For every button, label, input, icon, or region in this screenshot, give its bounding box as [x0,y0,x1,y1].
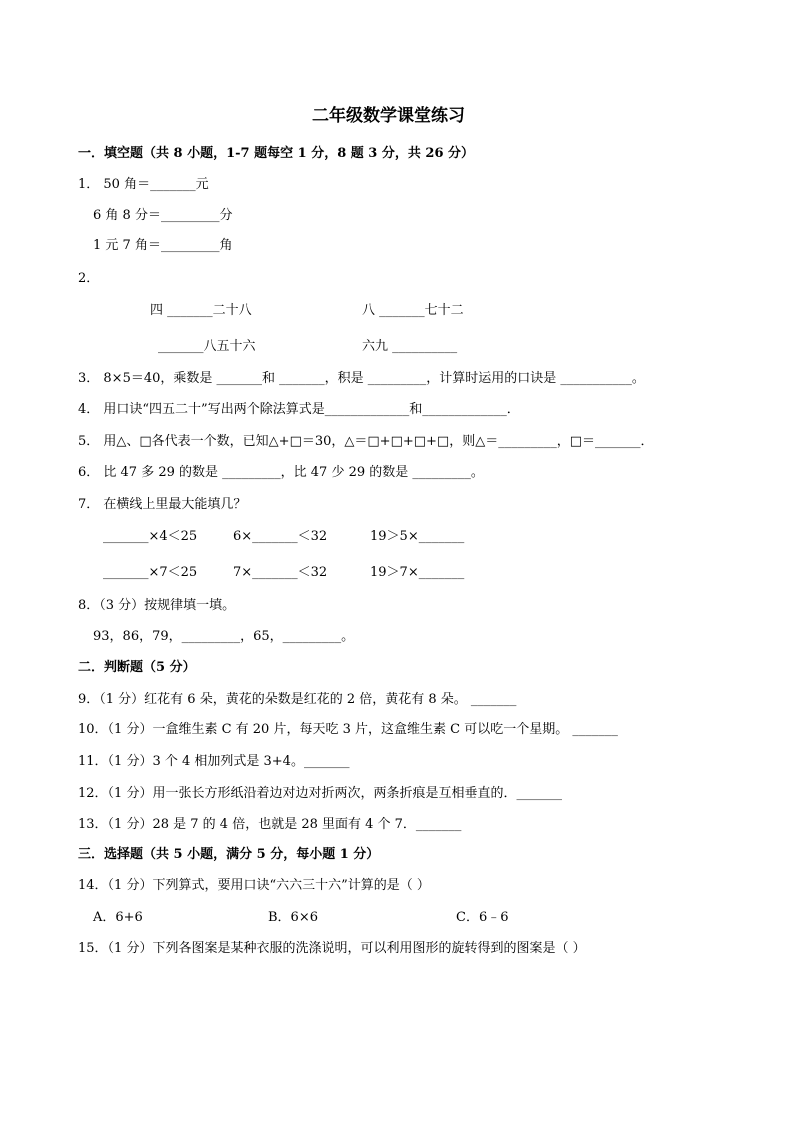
section-2-heading: 二．判断题（5 分） [78,660,196,675]
q2-item-b: 八 _______七十二 [362,303,464,318]
q14-option-b: B．6×6 [268,910,318,925]
page-title: 二年级数学课堂练习 [312,106,465,126]
section-1-heading: 一．填空题（共 8 小题，1-7 题每空 1 分，8 题 3 分，共 26 分） [78,146,475,161]
q1-line-c: 1 元 7 角＝_________角 [93,238,233,253]
q1-line-a: 1． 50 角＝_______元 [78,177,209,192]
q8-stem: 8．（3 分）按规律填一填。 [78,598,236,613]
section-3-heading: 三．选择题（共 5 小题，满分 5 分，每小题 1 分） [78,847,380,862]
q2-item-d: 六九 __________ [362,339,458,354]
q7-row2-a: _______×7＜25 [103,565,198,580]
q14-stem: 14．（1 分）下列算式，要用口诀“六六三十六”计算的是（ ） [78,878,430,893]
q2-number: 2． [78,271,100,286]
q9-text: 9．（1 分）红花有 6 朵，黄花的朵数是红花的 2 倍，黄花有 8 朵。 _______ [78,692,517,707]
q8-sequence: 93，86，79，_________，65，_________。 [93,629,355,644]
q7-stem: 7． 在横线上里最大能填几？ [78,497,247,512]
q2-item-a: 四 _______二十八 [150,303,252,318]
q10-text: 10．（1 分）一盒维生素 C 有 20 片，每天吃 3 片，这盒维生素 C 可以吃一个星期。 _______ [78,722,618,737]
q2-item-c: _______八五十六 [158,339,256,354]
q14-option-c: C．6﹣6 [456,910,509,925]
q5-text: 5． 用△、□各代表一个数，已知△+□＝30，△＝□+□+□+□，则△＝_________，□＝_______． [78,434,654,449]
q7-row1-a: _______×4＜25 [103,529,198,544]
q3-text: 3． 8×5＝40，乘数是 _______和 _______，积是 _________，计算时运用的口诀是 ___________。 [78,371,645,386]
q12-text: 12．（1 分）用一张长方形纸沿着边对边对折两次，两条折痕是互相垂直的．_______ [78,786,562,801]
q15-stem: 15．（1 分）下列各图案是某种衣服的洗涤说明，可以利用图形的旋转得到的图案是（ ） [78,941,586,956]
q14-option-a: A．6+6 [93,910,143,925]
q7-row2-c: 19＞7×_______ [370,565,465,580]
q13-text: 13．（1 分）28 是 7 的 4 倍，也就是 28 里面有 4 个 7．_______ [78,817,462,832]
q6-text: 6． 比 47 多 29 的数是 _________，比 47 少 29 的数是 _________。 [78,465,484,480]
q1-line-b: 6 角 8 分＝_________分 [93,208,233,223]
q4-text: 4． 用口诀“四五二十”写出两个除法算式是_____________和_____________． [78,402,520,417]
q7-row1-b: 6×_______＜32 [233,529,328,544]
q11-text: 11．（1 分）3 个 4 相加列式是 3+4。_______ [78,754,350,769]
q7-row1-c: 19＞5×_______ [370,529,465,544]
q7-row2-b: 7×_______＜32 [233,565,328,580]
